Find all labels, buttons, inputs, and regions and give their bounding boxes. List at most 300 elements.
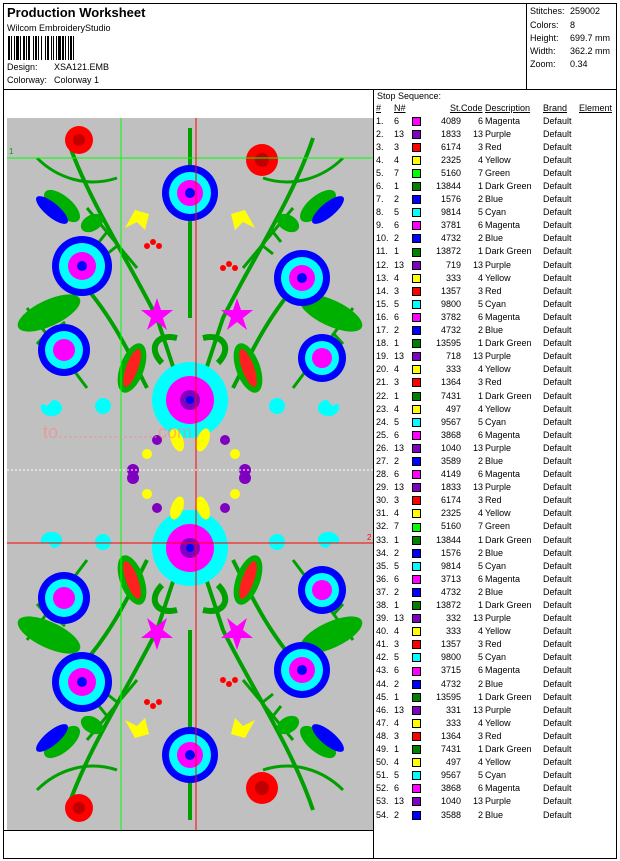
swatch-box xyxy=(412,274,421,283)
table-row xyxy=(376,494,614,507)
needle-number: 13 xyxy=(394,259,405,270)
color-code: 4 xyxy=(477,757,483,768)
swatch-box xyxy=(412,457,421,466)
col-header: Code xyxy=(461,103,483,113)
color-description: Yellow xyxy=(485,154,511,165)
table-row xyxy=(376,166,614,179)
swatch-box xyxy=(412,182,421,191)
color-code: 2 xyxy=(477,325,483,336)
color-swatch xyxy=(410,585,432,598)
stop-number: 48. xyxy=(376,730,389,741)
swatch-box xyxy=(412,195,421,204)
stitch-count: 1833 xyxy=(440,128,461,139)
color-swatch xyxy=(410,664,432,677)
stitch-count: 1357 xyxy=(440,285,461,296)
color-description: Magenta xyxy=(485,469,521,480)
thread-brand: Default xyxy=(543,521,572,532)
element-cell xyxy=(579,598,614,611)
color-description: Magenta xyxy=(485,220,521,231)
color-swatch xyxy=(410,179,432,192)
thread-brand: Default xyxy=(543,167,572,178)
swatch-box xyxy=(412,431,421,440)
element-cell xyxy=(579,729,614,742)
swatch-box xyxy=(412,653,421,662)
thread-brand: Default xyxy=(543,141,572,152)
needle-number: 6 xyxy=(394,311,400,322)
element-cell xyxy=(579,245,614,258)
color-description: Red xyxy=(485,730,502,741)
table-row xyxy=(376,520,614,533)
stitch-count: 719 xyxy=(445,259,461,270)
table-row xyxy=(376,546,614,559)
stop-number: 15. xyxy=(376,298,389,309)
swatch-box xyxy=(412,627,421,636)
color-description: Cyan xyxy=(485,416,507,427)
element-cell xyxy=(579,494,614,507)
color-swatch xyxy=(410,743,432,756)
color-swatch xyxy=(410,310,432,323)
thread-brand: Default xyxy=(543,115,572,126)
swatch-box xyxy=(412,588,421,597)
element-cell xyxy=(579,756,614,769)
element-cell xyxy=(579,402,614,415)
thread-brand: Default xyxy=(543,364,572,375)
color-swatch xyxy=(410,612,432,625)
stop-number: 12. xyxy=(376,259,389,270)
color-swatch xyxy=(410,441,432,454)
needle-number: 4 xyxy=(394,757,400,768)
stop-number: 46. xyxy=(376,704,389,715)
thread-brand: Default xyxy=(543,403,572,414)
thread-brand: Default xyxy=(543,390,572,401)
design-filename: XSA121.EMB xyxy=(54,62,110,72)
stitch-count: 13595 xyxy=(435,691,461,702)
needle-number: 6 xyxy=(394,115,400,126)
swatch-box xyxy=(412,444,421,453)
color-code: 4 xyxy=(477,626,483,637)
table-row xyxy=(376,389,614,402)
color-swatch xyxy=(410,232,432,245)
color-code: 6 xyxy=(477,573,483,584)
stop-number: 26. xyxy=(376,442,389,453)
table-row xyxy=(376,756,614,769)
color-description: Green xyxy=(485,521,511,532)
stop-number: 24. xyxy=(376,416,389,427)
stitch-count: 1576 xyxy=(440,547,461,558)
color-swatch xyxy=(410,677,432,690)
color-swatch xyxy=(410,324,432,337)
page-title: Production Worksheet xyxy=(7,5,146,20)
needle-number: 4 xyxy=(394,364,400,375)
element-cell xyxy=(579,716,614,729)
table-row xyxy=(376,585,614,598)
table-row xyxy=(376,808,614,821)
element-cell xyxy=(579,507,614,520)
needle-number: 1 xyxy=(394,600,400,611)
color-description: Purple xyxy=(485,128,512,139)
element-cell xyxy=(579,297,614,310)
element-cell xyxy=(579,140,614,153)
thread-brand: Default xyxy=(543,678,572,689)
thread-brand: Default xyxy=(543,298,572,309)
thread-brand: Default xyxy=(543,246,572,257)
design-panel xyxy=(4,90,374,859)
color-swatch xyxy=(410,206,432,219)
design-label: Design: xyxy=(7,62,38,72)
worksheet-frame xyxy=(3,3,617,859)
element-cell xyxy=(579,127,614,140)
table-row xyxy=(376,245,614,258)
stop-number: 25. xyxy=(376,429,389,440)
table-row xyxy=(376,638,614,651)
color-description: Yellow xyxy=(485,757,511,768)
swatch-box xyxy=(412,640,421,649)
divider xyxy=(4,830,374,831)
thread-brand: Default xyxy=(543,717,572,728)
color-code: 6 xyxy=(477,783,483,794)
table-row xyxy=(376,324,614,337)
color-swatch xyxy=(410,598,432,611)
color-swatch xyxy=(410,350,432,363)
color-code: 1 xyxy=(477,181,483,192)
element-cell xyxy=(579,533,614,546)
color-code: 2 xyxy=(477,233,483,244)
color-description: Dark Green xyxy=(485,534,532,545)
swatch-box xyxy=(412,601,421,610)
element-cell xyxy=(579,415,614,428)
color-code: 6 xyxy=(477,311,483,322)
table-row xyxy=(376,310,614,323)
color-description: Dark Green xyxy=(485,691,532,702)
stop-number: 51. xyxy=(376,770,389,781)
table-row xyxy=(376,402,614,415)
color-code: 7 xyxy=(477,521,483,532)
thread-brand: Default xyxy=(543,704,572,715)
thread-brand: Default xyxy=(543,429,572,440)
color-description: Dark Green xyxy=(485,181,532,192)
color-code: 5 xyxy=(477,298,483,309)
table-row xyxy=(376,232,614,245)
color-swatch xyxy=(410,376,432,389)
color-swatch xyxy=(410,415,432,428)
stitch-count: 1357 xyxy=(440,639,461,650)
needle-number: 3 xyxy=(394,495,400,506)
stop-number: 13. xyxy=(376,272,389,283)
table-row xyxy=(376,284,614,297)
swatch-box xyxy=(412,745,421,754)
element-cell xyxy=(579,179,614,192)
needle-number: 6 xyxy=(394,665,400,676)
stitch-count: 1364 xyxy=(440,730,461,741)
colorway-value: Colorway 1 xyxy=(54,75,100,85)
color-description: Red xyxy=(485,141,502,152)
stitch-count: 333 xyxy=(445,272,461,283)
color-code: 4 xyxy=(477,272,483,283)
table-row xyxy=(376,598,614,611)
stop-number: 16. xyxy=(376,311,389,322)
stitch-count: 6174 xyxy=(440,495,461,506)
table-row xyxy=(376,258,614,271)
stats-panel xyxy=(527,4,617,90)
color-description: Yellow xyxy=(485,626,511,637)
color-code: 1 xyxy=(477,338,483,349)
color-description: Blue xyxy=(485,194,504,205)
swatch-box xyxy=(412,352,421,361)
element-cell xyxy=(579,363,614,376)
swatch-box xyxy=(412,261,421,270)
stat-stitches xyxy=(530,6,600,16)
swatch-box xyxy=(412,784,421,793)
stat-zoom xyxy=(530,59,588,69)
stitch-count: 4732 xyxy=(440,586,461,597)
swatch-box xyxy=(412,248,421,257)
needle-number: 4 xyxy=(394,403,400,414)
color-description: Yellow xyxy=(485,508,511,519)
stop-number: 37. xyxy=(376,586,389,597)
needle-number: 3 xyxy=(394,639,400,650)
color-description: Dark Green xyxy=(485,600,532,611)
stitch-count: 9814 xyxy=(440,207,461,218)
color-swatch xyxy=(410,428,432,441)
needle-number: 2 xyxy=(394,455,400,466)
color-swatch xyxy=(410,769,432,782)
stat-value: 362.2 mm xyxy=(570,46,611,56)
table-row xyxy=(376,193,614,206)
swatch-box xyxy=(412,287,421,296)
color-description: Dark Green xyxy=(485,390,532,401)
color-description: Blue xyxy=(485,586,504,597)
swatch-box xyxy=(412,509,421,518)
swatch-box xyxy=(412,418,421,427)
color-swatch xyxy=(410,153,432,166)
swatch-box xyxy=(412,483,421,492)
table-row xyxy=(376,153,614,166)
stop-number: 17. xyxy=(376,325,389,336)
color-code: 3 xyxy=(477,285,483,296)
thread-brand: Default xyxy=(543,547,572,558)
stop-number: 3. xyxy=(376,141,384,152)
swatch-box xyxy=(412,549,421,558)
color-swatch xyxy=(410,127,432,140)
color-swatch xyxy=(410,507,432,520)
needle-number: 6 xyxy=(394,573,400,584)
element-cell xyxy=(579,769,614,782)
element-cell xyxy=(579,389,614,402)
design-line xyxy=(7,62,109,72)
color-description: Dark Green xyxy=(485,338,532,349)
stitch-count: 13872 xyxy=(435,600,461,611)
color-code: 1 xyxy=(477,600,483,611)
color-code: 4 xyxy=(477,508,483,519)
color-swatch xyxy=(410,546,432,559)
color-swatch xyxy=(410,795,432,808)
color-swatch xyxy=(410,337,432,350)
needle-number: 2 xyxy=(394,678,400,689)
swatch-box xyxy=(412,169,421,178)
color-swatch xyxy=(410,520,432,533)
element-cell xyxy=(579,153,614,166)
color-code: 5 xyxy=(477,770,483,781)
needle-number: 4 xyxy=(394,626,400,637)
color-code: 5 xyxy=(477,560,483,571)
color-code: 13 xyxy=(472,351,483,362)
stitch-count: 497 xyxy=(445,403,461,414)
color-description: Red xyxy=(485,639,502,650)
color-code: 3 xyxy=(477,495,483,506)
thread-brand: Default xyxy=(543,207,572,218)
table-row xyxy=(376,114,614,127)
color-code: 13 xyxy=(472,613,483,624)
stitch-count: 718 xyxy=(445,351,461,362)
stop-number: 39. xyxy=(376,613,389,624)
element-cell xyxy=(579,585,614,598)
element-cell xyxy=(579,782,614,795)
color-swatch xyxy=(410,559,432,572)
color-code: 5 xyxy=(477,207,483,218)
thread-brand: Default xyxy=(543,377,572,388)
color-description: Purple xyxy=(485,613,512,624)
needle-number: 5 xyxy=(394,207,400,218)
stop-number: 40. xyxy=(376,626,389,637)
stat-height xyxy=(530,33,610,43)
stop-sequence-title: Stop Sequence: xyxy=(377,91,442,101)
element-cell xyxy=(579,808,614,821)
needle-number: 3 xyxy=(394,285,400,296)
color-code: 1 xyxy=(477,744,483,755)
table-row xyxy=(376,677,614,690)
stop-number: 2. xyxy=(376,128,384,139)
element-cell xyxy=(579,481,614,494)
swatch-box xyxy=(412,313,421,322)
table-row xyxy=(376,468,614,481)
color-swatch xyxy=(410,271,432,284)
thread-brand: Default xyxy=(543,259,572,270)
color-swatch xyxy=(410,258,432,271)
element-cell xyxy=(579,310,614,323)
stop-number: 5. xyxy=(376,167,384,178)
stop-number: 44. xyxy=(376,678,389,689)
stop-sequence-panel xyxy=(375,90,617,859)
swatch-box xyxy=(412,326,421,335)
color-description: Blue xyxy=(485,233,504,244)
thread-brand: Default xyxy=(543,665,572,676)
swatch-box xyxy=(412,680,421,689)
stop-number: 50. xyxy=(376,757,389,768)
color-code: 3 xyxy=(477,639,483,650)
color-description: Cyan xyxy=(485,298,507,309)
stop-number: 53. xyxy=(376,796,389,807)
color-description: Magenta xyxy=(485,115,521,126)
colorway-label: Colorway: xyxy=(7,75,48,85)
table-row xyxy=(376,612,614,625)
color-description: Cyan xyxy=(485,560,507,571)
color-code: 6 xyxy=(477,115,483,126)
thread-brand: Default xyxy=(543,639,572,650)
stitch-count: 3715 xyxy=(440,665,461,676)
stat-value: 0.34 xyxy=(570,59,588,69)
stitch-count: 3713 xyxy=(440,573,461,584)
thread-brand: Default xyxy=(543,626,572,637)
swatch-box xyxy=(412,575,421,584)
thread-brand: Default xyxy=(543,783,572,794)
table-row xyxy=(376,441,614,454)
swatch-box xyxy=(412,470,421,479)
element-cell xyxy=(579,612,614,625)
stitch-count: 6174 xyxy=(440,141,461,152)
stop-number: 23. xyxy=(376,403,389,414)
table-row xyxy=(376,179,614,192)
table-header-row xyxy=(376,102,614,114)
element-cell xyxy=(579,441,614,454)
color-swatch xyxy=(410,716,432,729)
stop-number: 49. xyxy=(376,744,389,755)
barcode xyxy=(8,36,104,60)
stat-label: Stitches: xyxy=(530,6,565,16)
color-swatch xyxy=(410,114,432,127)
needle-number: 4 xyxy=(394,508,400,519)
stitch-count: 2325 xyxy=(440,154,461,165)
needle-number: 13 xyxy=(394,128,405,139)
table-row xyxy=(376,795,614,808)
stitch-count: 332 xyxy=(445,613,461,624)
element-cell xyxy=(579,468,614,481)
element-cell xyxy=(579,664,614,677)
thread-brand: Default xyxy=(543,573,572,584)
table-row xyxy=(376,782,614,795)
color-description: Green xyxy=(485,167,511,178)
color-description: Purple xyxy=(485,796,512,807)
stitch-count: 333 xyxy=(445,364,461,375)
header-panel xyxy=(4,4,527,90)
thread-brand: Default xyxy=(543,285,572,296)
thread-brand: Default xyxy=(543,508,572,519)
stitch-count: 13844 xyxy=(435,534,461,545)
element-cell xyxy=(579,258,614,271)
color-description: Dark Green xyxy=(485,744,532,755)
needle-number: 3 xyxy=(394,730,400,741)
stop-number: 9. xyxy=(376,220,384,231)
color-code: 13 xyxy=(472,259,483,270)
color-code: 5 xyxy=(477,416,483,427)
color-description: Cyan xyxy=(485,770,507,781)
color-description: Blue xyxy=(485,547,504,558)
watermark-text: to....................com xyxy=(43,422,193,442)
element-cell xyxy=(579,284,614,297)
stitch-count: 9800 xyxy=(440,298,461,309)
needle-number: 1 xyxy=(394,691,400,702)
needle-number: 2 xyxy=(394,586,400,597)
element-cell xyxy=(579,232,614,245)
swatch-box xyxy=(412,719,421,728)
swatch-box xyxy=(412,300,421,309)
needle-number: 13 xyxy=(394,351,405,362)
color-description: Cyan xyxy=(485,207,507,218)
element-cell xyxy=(579,625,614,638)
swatch-box xyxy=(412,130,421,139)
table-row xyxy=(376,363,614,376)
stitch-count: 1833 xyxy=(440,482,461,493)
table-row xyxy=(376,703,614,716)
thread-brand: Default xyxy=(543,757,572,768)
needle-number: 5 xyxy=(394,298,400,309)
stitch-count: 9567 xyxy=(440,770,461,781)
needle-number: 7 xyxy=(394,167,400,178)
needle-number: 13 xyxy=(394,442,405,453)
element-cell xyxy=(579,795,614,808)
stop-number: 11. xyxy=(376,246,388,257)
stop-number: 45. xyxy=(376,691,389,702)
element-cell xyxy=(579,206,614,219)
